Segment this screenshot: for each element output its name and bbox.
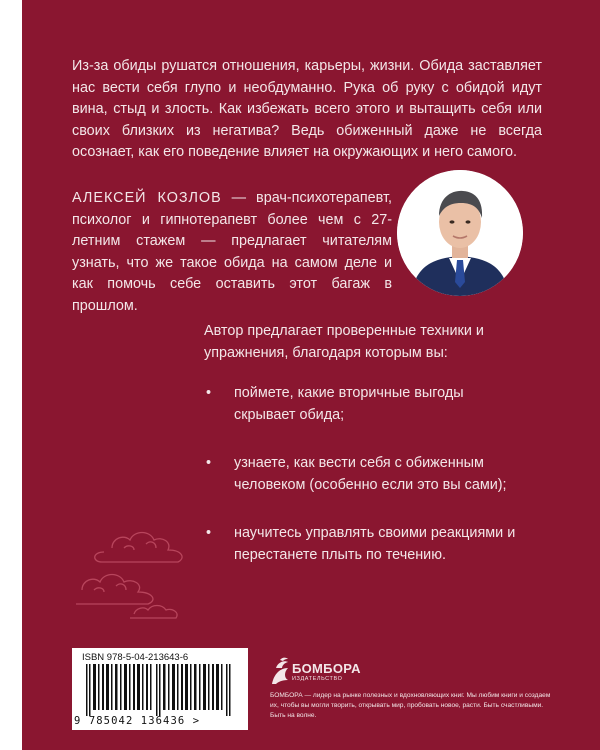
cloud-ornament-icon	[72, 518, 232, 628]
barcode-bars	[80, 664, 240, 716]
author-portrait-image	[397, 170, 523, 296]
publisher-logo-subtitle: ИЗДАТЕЛЬСТВО	[292, 676, 343, 682]
author-bio: — врач-психотерапевт, психолог и гипнотерапевт более чем с 27-летним стажем — предлагает читателям узнать, что же такое обида на самом деле и как помочь себе оставить этот багаж в прошлом.	[72, 190, 392, 314]
bullet-dot: •	[206, 455, 212, 471]
author-name: АЛЕКСЕЙ КОЗЛОВ	[72, 190, 222, 206]
benefits-list	[204, 382, 524, 592]
author-portrait	[397, 170, 523, 296]
list-item: • узнаете, как вести себя с обиженным человеком (особенно если это вы сами);	[204, 452, 524, 496]
list-item: • поймете, какие вторичные выгоды скрывает обида;	[204, 382, 524, 426]
bullet-dot: •	[206, 385, 212, 401]
publisher-logo-text: БОМБОРА	[292, 661, 361, 676]
book-back-cover	[22, 0, 600, 750]
bullet-dot: •	[206, 525, 212, 541]
ean-digits: 9 785042 136436 >	[74, 715, 201, 727]
isbn-label: ISBN 978-5-04-213643-6	[82, 652, 189, 663]
intro-paragraph: Из-за обиды рушатся отношения, карьеры, жизни. Обида заставляет нас вести себя глупо и необдуманно. Рука об руку с обидой идут вина, стыд и злость. Как избежать всего этого и вытащить себя или своих близких из негатива? Ведь обиженный даже не всегда осознает, как его поведение влияет на окружающих и него самого.	[72, 58, 542, 160]
barcode-block	[72, 648, 248, 730]
author-paragraph	[72, 188, 392, 317]
publisher-description: БОМБОРА — лидер на рынке полезных и вдохновляющих книг. Мы любим книги и создаем их, чтобы вы могли творить, открывать мир, пробовать новое, расти. Быть счастливыми. Быть на волне.	[270, 692, 551, 719]
list-item: • научитесь управлять своими реакциями и перестанете плыть по течению.	[204, 522, 524, 566]
lead-paragraph: Автор предлагает проверенные техники и упражнения, благодаря которым вы:	[204, 323, 484, 361]
